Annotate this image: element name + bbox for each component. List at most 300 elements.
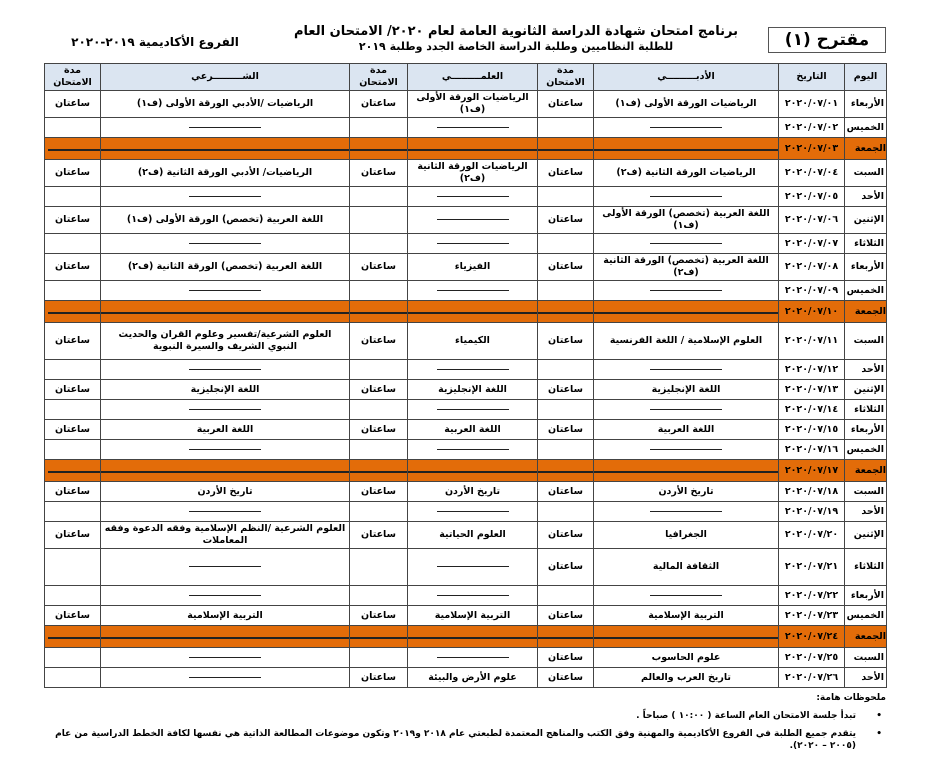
scientific-subject — [408, 586, 538, 606]
col-duration: مدة الامتحان — [45, 64, 101, 91]
sharia-subject: الرياضيات /الأدبي الورقة الأولى (ف١) — [101, 91, 350, 118]
date-value: ٢٠٢٠/٠٧/١٧ — [784, 464, 839, 476]
holiday-cell — [101, 138, 350, 160]
exam-duration: ساعتان — [350, 522, 408, 549]
day-cell: الجمعة — [845, 138, 887, 160]
friday-row — [45, 460, 887, 482]
exam-duration: ساعتان — [45, 207, 101, 234]
day-cell: السبت — [845, 648, 887, 668]
date-cell — [779, 138, 845, 160]
exam-duration: ساعتان — [350, 91, 408, 118]
day-cell: الأربعاء — [845, 254, 887, 281]
exam-duration: ساعتان — [350, 160, 408, 187]
day-cell: السبت — [845, 482, 887, 502]
literary-subject: الرياضيات الورقة الأولى (ف١) — [594, 91, 779, 118]
sharia-subject: اللغة العربية — [101, 420, 350, 440]
exam-duration — [45, 400, 101, 420]
table-row — [45, 668, 887, 688]
scientific-subject — [408, 502, 538, 522]
exam-duration — [45, 187, 101, 207]
subtitle-line: للطلبة النظاميين وطلبة الدراسة الخاصة الجدد وطلبة ٢٠١٩ — [358, 40, 674, 53]
holiday-cell — [350, 301, 408, 323]
exam-duration: ساعتان — [538, 254, 594, 281]
literary-subject: اللغة العربية (تخصص) الورقة الثانية (ف٢) — [594, 254, 779, 281]
day-cell: الإثنين — [845, 380, 887, 400]
exam-duration — [350, 360, 408, 380]
literary-subject — [594, 281, 779, 301]
date-value: ٢٠٢٠/٠٧/٢٥ — [784, 651, 839, 663]
table-row — [45, 440, 887, 460]
exam-duration: ساعتان — [45, 606, 101, 626]
table-row — [45, 254, 887, 281]
holiday-cell — [350, 460, 408, 482]
sharia-subject: العلوم الشرعية /النظم الإسلامية وفقه الدعوة وفقه المعاملات — [101, 522, 350, 549]
exam-duration — [350, 234, 408, 254]
table-row — [45, 281, 887, 301]
date-cell — [779, 234, 845, 254]
day-cell: الأحد — [845, 360, 887, 380]
literary-subject — [594, 360, 779, 380]
date-value: ٢٠٢٠/٠٧/١٣ — [784, 383, 839, 395]
scientific-subject — [408, 648, 538, 668]
exam-duration: ساعتان — [350, 668, 408, 688]
table-row — [45, 400, 887, 420]
literary-subject: اللغة العربية (تخصص) الورقة الأولى (ف١) — [594, 207, 779, 234]
day-cell: الإثنين — [845, 522, 887, 549]
date-cell — [779, 400, 845, 420]
exam-duration — [350, 549, 408, 586]
sharia-subject — [101, 502, 350, 522]
exam-duration — [538, 118, 594, 138]
date-cell — [779, 460, 845, 482]
dash-line — [437, 449, 509, 450]
date-cell — [779, 360, 845, 380]
literary-subject — [594, 118, 779, 138]
dash-line — [650, 290, 722, 291]
scientific-subject: تاريخ الأردن — [408, 482, 538, 502]
exam-duration — [350, 400, 408, 420]
exam-duration: ساعتان — [538, 323, 594, 360]
day-cell: الثلاثاء — [845, 400, 887, 420]
literary-subject: اللغة الإنجليزية — [594, 380, 779, 400]
table-row — [45, 323, 887, 360]
friday-row — [45, 138, 887, 160]
dash-line — [189, 409, 261, 410]
date-cell — [779, 91, 845, 118]
day-cell: الأربعاء — [845, 420, 887, 440]
exam-duration — [45, 648, 101, 668]
table-row — [45, 91, 887, 118]
sharia-subject: العلوم الشرعية/تفسير وعلوم القران والحديث النبوي الشريف والسيرة النبوية — [101, 323, 350, 360]
date-cell — [779, 207, 845, 234]
day-cell: الأحد — [845, 668, 887, 688]
sharia-subject — [101, 234, 350, 254]
dash-line — [437, 219, 509, 220]
dash-line — [437, 511, 509, 512]
exam-duration: ساعتان — [538, 380, 594, 400]
date-value: ٢٠٢٠/٠٧/٢٢ — [784, 589, 839, 601]
scientific-subject — [408, 549, 538, 586]
dash-line — [189, 595, 261, 596]
sharia-subject — [101, 118, 350, 138]
scientific-subject: التربية الإسلامية — [408, 606, 538, 626]
sharia-subject — [101, 668, 350, 688]
literary-subject: التربية الإسلامية — [594, 606, 779, 626]
date-cell — [779, 668, 845, 688]
exam-duration — [350, 281, 408, 301]
day-cell: الثلاثاء — [845, 549, 887, 586]
scientific-subject — [408, 440, 538, 460]
exam-duration: ساعتان — [538, 668, 594, 688]
table-row — [45, 234, 887, 254]
exam-duration — [350, 648, 408, 668]
literary-subject — [594, 400, 779, 420]
proposal-label: مقترح (١) — [768, 27, 886, 53]
sharia-subject — [101, 440, 350, 460]
date-value: ٢٠٢٠/٠٧/٠٩ — [784, 284, 839, 296]
holiday-cell — [45, 301, 101, 323]
exam-duration — [45, 502, 101, 522]
table-row — [45, 606, 887, 626]
day-cell: السبت — [845, 160, 887, 187]
notes-section — [44, 692, 886, 752]
dash-line — [650, 409, 722, 410]
holiday-cell — [45, 626, 101, 648]
date-cell — [779, 549, 845, 586]
sharia-subject: اللغة العربية (تخصص) الورقة الأولى (ف١) — [101, 207, 350, 234]
holiday-cell — [350, 626, 408, 648]
date-value: ٢٠٢٠/٠٧/٠٥ — [784, 190, 839, 202]
date-cell — [779, 502, 845, 522]
holiday-cell — [594, 626, 779, 648]
literary-subject — [594, 586, 779, 606]
holiday-cell — [350, 138, 408, 160]
note-item: • يتقدم جميع الطلبة في الفروع الأكاديمية والمهنية وفق الكتب والمناهج المعتمدة لطبعتي عام ٢٠١٨ و٢٠١٩ وتكون موضوعات المطالعة الذاتية هي نفسها لكافة الخطط الدراسية من عام (٢٠٠٥ – ٢٠٢٠). — [44, 728, 886, 752]
scientific-subject — [408, 234, 538, 254]
date-value: ٢٠٢٠/٠٧/١١ — [784, 335, 839, 346]
scientific-subject — [408, 281, 538, 301]
dash-line — [189, 290, 261, 291]
date-value: ٢٠٢٠/٠٧/٠٤ — [784, 167, 839, 178]
col-day: اليوم — [845, 64, 887, 91]
date-cell — [779, 301, 845, 323]
exam-duration — [45, 118, 101, 138]
exam-duration — [538, 234, 594, 254]
literary-subject: الرياضيات الورقة الثانية (ف٢) — [594, 160, 779, 187]
date-value: ٢٠٢٠/٠٧/٠٧ — [784, 237, 839, 249]
scientific-subject — [408, 400, 538, 420]
exam-duration: ساعتان — [538, 606, 594, 626]
dash-line — [189, 566, 261, 567]
dash-line — [189, 449, 261, 450]
exam-duration — [45, 234, 101, 254]
scientific-subject: علوم الأرض والبيئة — [408, 668, 538, 688]
sharia-subject: اللغة العربية (تخصص) الورقة الثانية (ف٢) — [101, 254, 350, 281]
col-scientific: العلمـــــــــي — [408, 64, 538, 91]
dash-line — [437, 196, 509, 197]
holiday-cell — [538, 301, 594, 323]
scientific-subject: الرياضيات الورقة الثانية (ف٢) — [408, 160, 538, 187]
date-value: ٢٠٢٠/٠٧/٠٢ — [784, 121, 839, 133]
exam-duration: ساعتان — [45, 482, 101, 502]
date-cell — [779, 187, 845, 207]
literary-subject: الجغرافيا — [594, 522, 779, 549]
date-value: ٢٠٢٠/٠٧/١٩ — [784, 505, 839, 517]
holiday-cell — [408, 626, 538, 648]
holiday-cell — [538, 626, 594, 648]
scientific-subject: الكيمياء — [408, 323, 538, 360]
holiday-cell — [594, 138, 779, 160]
day-cell: الثلاثاء — [845, 234, 887, 254]
literary-subject — [594, 502, 779, 522]
document-title — [272, 24, 760, 54]
dash-line — [650, 511, 722, 512]
date-value: ٢٠٢٠/٠٧/٠١ — [784, 98, 839, 109]
exam-schedule-table — [44, 63, 887, 688]
date-cell — [779, 323, 845, 360]
exam-duration: ساعتان — [45, 323, 101, 360]
holiday-cell — [45, 460, 101, 482]
exam-duration — [45, 360, 101, 380]
scientific-subject: اللغة العربية — [408, 420, 538, 440]
exam-duration: ساعتان — [45, 254, 101, 281]
dash-line — [437, 657, 509, 658]
dash-line — [437, 290, 509, 291]
table-row — [45, 522, 887, 549]
scientific-subject — [408, 118, 538, 138]
exam-duration: ساعتان — [538, 549, 594, 586]
dash-line — [437, 243, 509, 244]
dash-line — [189, 243, 261, 244]
day-cell: الأحد — [845, 502, 887, 522]
dash-line — [189, 369, 261, 370]
header-row — [45, 64, 887, 91]
exam-duration: ساعتان — [538, 420, 594, 440]
day-cell: الجمعة — [845, 626, 887, 648]
literary-subject: علوم الحاسوب — [594, 648, 779, 668]
date-value: ٢٠٢٠/٠٧/١٥ — [784, 423, 839, 435]
date-value: ٢٠٢٠/٠٧/٢٦ — [784, 671, 839, 683]
col-literary: الأدبـــــــــي — [594, 64, 779, 91]
table-row — [45, 360, 887, 380]
sharia-subject — [101, 586, 350, 606]
table-row — [45, 420, 887, 440]
table-row — [45, 207, 887, 234]
exam-duration: ساعتان — [538, 160, 594, 187]
holiday-cell — [101, 460, 350, 482]
sharia-subject — [101, 648, 350, 668]
exam-duration — [538, 187, 594, 207]
exam-duration — [538, 360, 594, 380]
date-value: ٢٠٢٠/٠٧/١٨ — [784, 485, 839, 497]
notes-heading: ملحوظات هامة: — [816, 693, 886, 703]
date-cell — [779, 626, 845, 648]
literary-subject — [594, 440, 779, 460]
date-value: ٢٠٢٠/٠٧/٠٨ — [784, 261, 839, 272]
exam-duration — [45, 586, 101, 606]
dash-line — [189, 127, 261, 128]
table-row — [45, 187, 887, 207]
scientific-subject: الفيزياء — [408, 254, 538, 281]
table-row — [45, 482, 887, 502]
friday-row — [45, 301, 887, 323]
exam-duration — [350, 440, 408, 460]
scientific-subject — [408, 187, 538, 207]
sharia-subject: تاريخ الأردن — [101, 482, 350, 502]
scientific-subject: اللغة الإنجليزية — [408, 380, 538, 400]
date-value: ٢٠٢٠/٠٧/١٢ — [784, 363, 839, 375]
dash-line — [650, 127, 722, 128]
branch-label: الفروع الأكاديمية ٢٠١٩-٢٠٢٠ — [71, 35, 239, 49]
exam-duration — [538, 400, 594, 420]
sharia-subject — [101, 360, 350, 380]
table-row — [45, 118, 887, 138]
exam-duration — [45, 281, 101, 301]
holiday-cell — [408, 138, 538, 160]
dash-line — [437, 127, 509, 128]
scientific-subject: الرياضيات الورقة الأولى (ف١) — [408, 91, 538, 118]
col-sharia: الشـــــــــرعي — [101, 64, 350, 91]
day-cell: الجمعة — [845, 460, 887, 482]
exam-duration: ساعتان — [350, 323, 408, 360]
exam-duration: ساعتان — [350, 606, 408, 626]
day-cell: الأربعاء — [845, 91, 887, 118]
day-cell: الأربعاء — [845, 586, 887, 606]
sharia-subject — [101, 187, 350, 207]
exam-duration: ساعتان — [45, 91, 101, 118]
dash-line — [650, 243, 722, 244]
table-row — [45, 586, 887, 606]
dash-line — [650, 369, 722, 370]
exam-duration — [45, 668, 101, 688]
dash-line — [437, 595, 509, 596]
exam-duration: ساعتان — [45, 420, 101, 440]
holiday-cell — [101, 301, 350, 323]
day-cell: السبت — [845, 323, 887, 360]
date-cell — [779, 648, 845, 668]
date-cell — [779, 522, 845, 549]
date-cell — [779, 586, 845, 606]
date-value: ٢٠٢٠/٠٧/٢٣ — [784, 609, 839, 621]
exam-duration — [45, 549, 101, 586]
dash-line — [189, 511, 261, 512]
holiday-cell — [408, 460, 538, 482]
dash-line — [650, 196, 722, 197]
literary-subject: تاريخ الأردن — [594, 482, 779, 502]
table-row — [45, 160, 887, 187]
day-cell: الجمعة — [845, 301, 887, 323]
exam-duration: ساعتان — [350, 254, 408, 281]
literary-subject — [594, 187, 779, 207]
table-row — [45, 648, 887, 668]
exam-duration: ساعتان — [538, 91, 594, 118]
date-value: ٢٠٢٠/٠٧/١٠ — [784, 305, 839, 317]
exam-duration — [350, 207, 408, 234]
day-cell: الخميس — [845, 281, 887, 301]
date-value: ٢٠٢٠/٠٧/٠٣ — [784, 142, 839, 154]
scientific-subject: العلوم الحياتية — [408, 522, 538, 549]
dash-line — [189, 657, 261, 658]
exam-duration — [350, 118, 408, 138]
holiday-cell — [408, 301, 538, 323]
date-cell — [779, 160, 845, 187]
date-value: ٢٠٢٠/٠٧/١٤ — [784, 403, 839, 415]
day-cell: الأحد — [845, 187, 887, 207]
date-value: ٢٠٢٠/٠٧/٢١ — [784, 561, 839, 572]
literary-subject: العلوم الإسلامية / اللغة الفرنسية — [594, 323, 779, 360]
exam-duration — [350, 586, 408, 606]
day-cell: الخميس — [845, 118, 887, 138]
day-cell: الخميس — [845, 440, 887, 460]
holiday-cell — [45, 138, 101, 160]
date-value: ٢٠٢٠/٠٧/١٦ — [784, 443, 839, 455]
literary-subject — [594, 234, 779, 254]
holiday-cell — [594, 460, 779, 482]
dash-line — [189, 196, 261, 197]
col-date: التاريخ — [779, 64, 845, 91]
literary-subject: اللغة العربية — [594, 420, 779, 440]
day-cell: الإثنين — [845, 207, 887, 234]
exam-duration: ساعتان — [350, 380, 408, 400]
day-cell: الخميس — [845, 606, 887, 626]
date-value: ٢٠٢٠/٠٧/٠٦ — [784, 214, 839, 225]
exam-duration — [350, 502, 408, 522]
dash-line — [189, 677, 261, 678]
exam-duration: ساعتان — [350, 420, 408, 440]
exam-duration — [350, 187, 408, 207]
sharia-subject: الرياضيات/ الأدبي الورقة الثانية (ف٢) — [101, 160, 350, 187]
exam-duration: ساعتان — [45, 160, 101, 187]
exam-duration — [45, 440, 101, 460]
holiday-cell — [538, 460, 594, 482]
exam-duration — [538, 502, 594, 522]
exam-duration: ساعتان — [538, 207, 594, 234]
literary-subject: الثقافة المالية — [594, 549, 779, 586]
sharia-subject — [101, 549, 350, 586]
sharia-subject: التربية الإسلامية — [101, 606, 350, 626]
exam-duration — [538, 281, 594, 301]
exam-duration: ساعتان — [350, 482, 408, 502]
friday-row — [45, 626, 887, 648]
holiday-cell — [101, 626, 350, 648]
exam-duration: ساعتان — [538, 482, 594, 502]
dash-line — [437, 409, 509, 410]
table-row — [45, 380, 887, 400]
scientific-subject — [408, 360, 538, 380]
note-item: • تبدأ جلسة الامتحان العام الساعة ( ١٠:٠٠ ) صباحاً . — [44, 710, 886, 722]
exam-duration: ساعتان — [538, 522, 594, 549]
dash-line — [650, 595, 722, 596]
col-duration: مدة الامتحان — [350, 64, 408, 91]
dash-line — [437, 566, 509, 567]
dash-line — [650, 449, 722, 450]
date-value: ٢٠٢٠/٠٧/٢٤ — [784, 630, 839, 642]
date-value: ٢٠٢٠/٠٧/٢٠ — [784, 529, 839, 540]
table-row — [45, 549, 887, 586]
sharia-subject: اللغة الإنجليزية — [101, 380, 350, 400]
date-cell — [779, 118, 845, 138]
sharia-subject — [101, 400, 350, 420]
exam-duration: ساعتان — [45, 380, 101, 400]
scientific-subject — [408, 207, 538, 234]
title-line: برنامج امتحان شهادة الدراسة الثانوية العامة لعام ٢٠٢٠/ الامتحان العام — [294, 24, 738, 39]
date-cell — [779, 482, 845, 502]
exam-duration — [538, 586, 594, 606]
exam-duration: ساعتان — [45, 522, 101, 549]
date-cell — [779, 380, 845, 400]
exam-duration — [538, 440, 594, 460]
exam-duration: ساعتان — [538, 648, 594, 668]
